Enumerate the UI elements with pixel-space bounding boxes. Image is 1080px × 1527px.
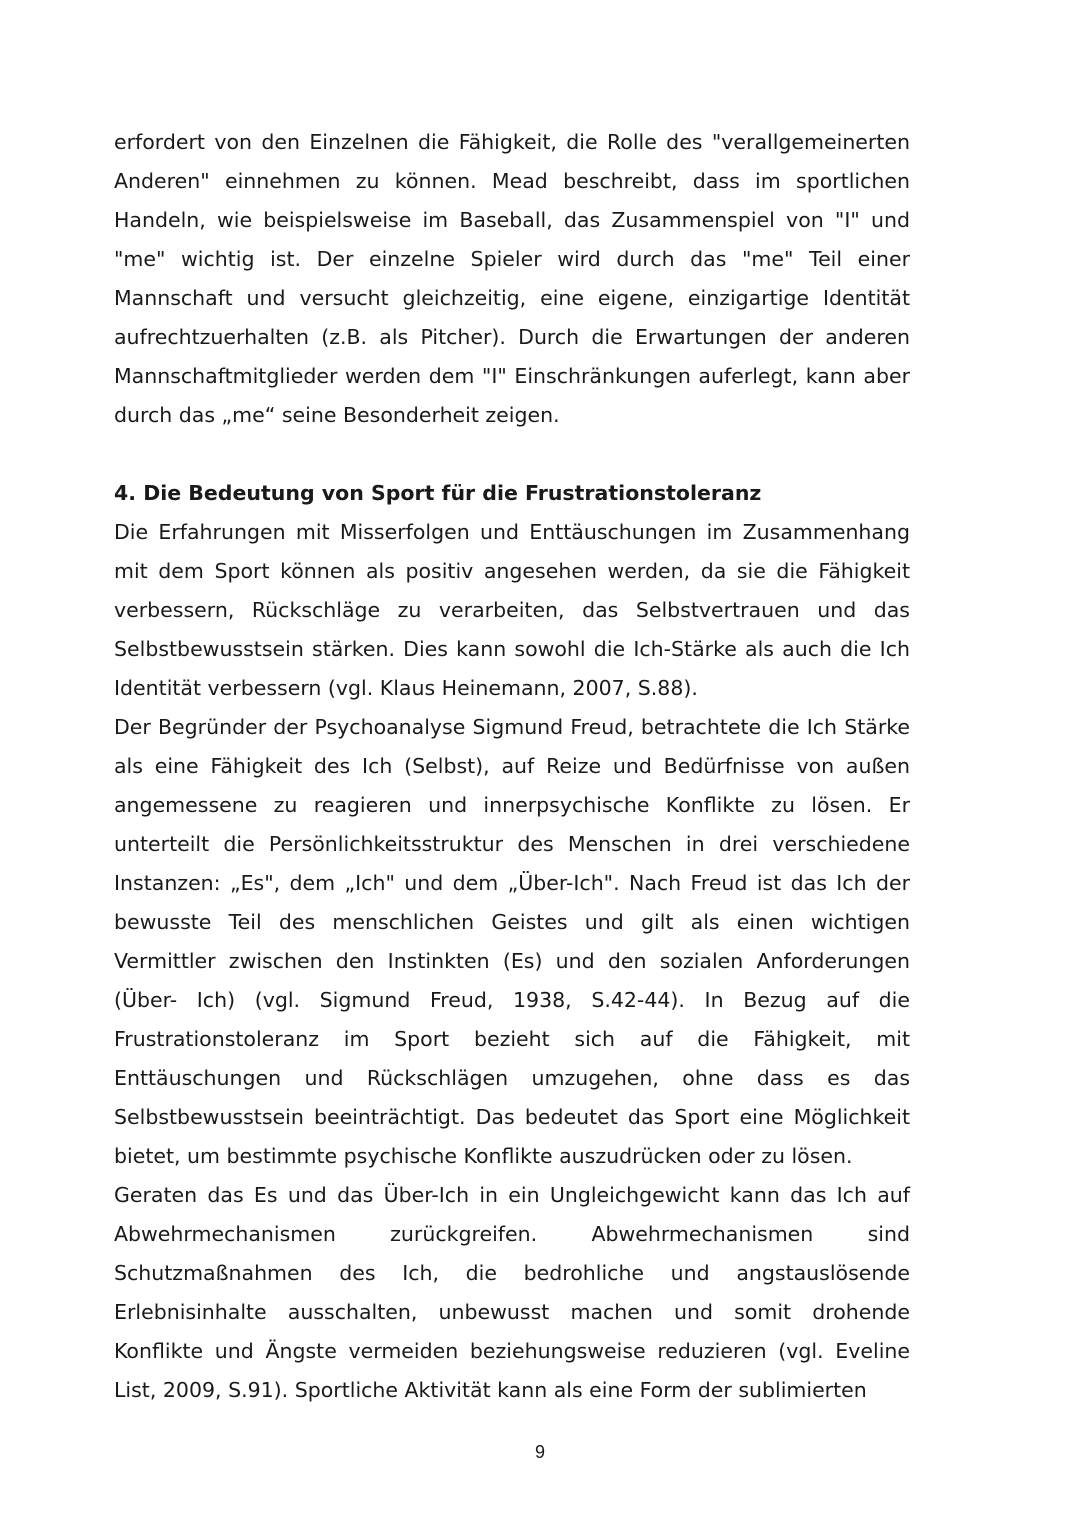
page-number: 9	[534, 1442, 545, 1462]
paragraph-gap	[114, 435, 910, 474]
paragraph-abwehrmechanismen: Geraten das Es und das Über-Ich in ein Ungleichgewicht kann das Ich auf Abwehrmechanismen zurückgreifen. Abwehrmechanismen sind Schutzmaßnahmen des Ich, die bedrohliche und angstauslösende Erlebnisinhalte ausschalten, unbewusst machen und somit drohende Konflikte und Ängste vermeiden beziehungsweise reduzieren (vgl. Eveline List, 2009, S.91). Sportliche Aktivität kann als eine Form der sublimierten	[114, 1183, 910, 1402]
page-body	[114, 123, 910, 1410]
paragraph-mead-continuation: erfordert von den Einzelnen die Fähigkeit, die Rolle des "verallgemeinerten Anderen" einnehmen zu können. Mead beschreibt, dass im sportlichen Handeln, wie beispielsweise im Baseball, das Zusammenspiel von "I" und "me" wichtig ist. Der einzelne Spieler wird durch das "me" Teil einer Mannschaft und versucht gleichzeitig, eine eigene, einzigartige Identität aufrechtzuerhalten (z.B. als Pitcher). Durch die Erwartungen der anderen Mannschaftmitglieder werden dem "I" Einschränkungen auferlegt, kann aber durch das „me“ seine Besonderheit zeigen.	[114, 130, 910, 427]
paragraph-frustration-experience: Die Erfahrungen mit Misserfolgen und Enttäuschungen im Zusammenhang mit dem Sport können als positiv angesehen werden, da sie die Fähigkeit verbessern, Rückschläge zu verarbeiten, das Selbstvertrauen und das Selbstbewusstsein stärken. Dies kann sowohl die Ich-Stärke als auch die Ich Identität verbessern (vgl. Klaus Heinemann, 2007, S.88).	[114, 520, 910, 700]
section-heading: 4. Die Bedeutung von Sport für die Frustrationstoleranz	[114, 481, 762, 505]
paragraph-freud-ich-staerke: Der Begründer der Psychoanalyse Sigmund Freud, betrachtete die Ich Stärke als eine Fähigkeit des Ich (Selbst), auf Reize und Bedürfnisse von außen angemessene zu reagieren und innerpsychische Konflikte zu lösen. Er unterteilt die Persönlichkeitsstruktur des Menschen in drei verschiedene Instanzen: „Es", dem „Ich" und dem „Über-Ich". Nach Freud ist das Ich der bewusste Teil des menschlichen Geistes und gilt als einen wichtigen Vermittler zwischen den Instinkten (Es) und den sozialen Anforderungen (Über- Ich) (vgl. Sigmund Freud, 1938, S.42-44). In Bezug auf die Frustrationstoleranz im Sport bezieht sich auf die Fähigkeit, mit Enttäuschungen und Rückschlägen umzugehen, ohne dass es das Selbstbewusstsein beeinträchtigt. Das bedeutet das Sport eine Möglichkeit bietet, um bestimmte psychische Konflikte auszudrücken oder zu lösen.	[114, 715, 910, 1168]
